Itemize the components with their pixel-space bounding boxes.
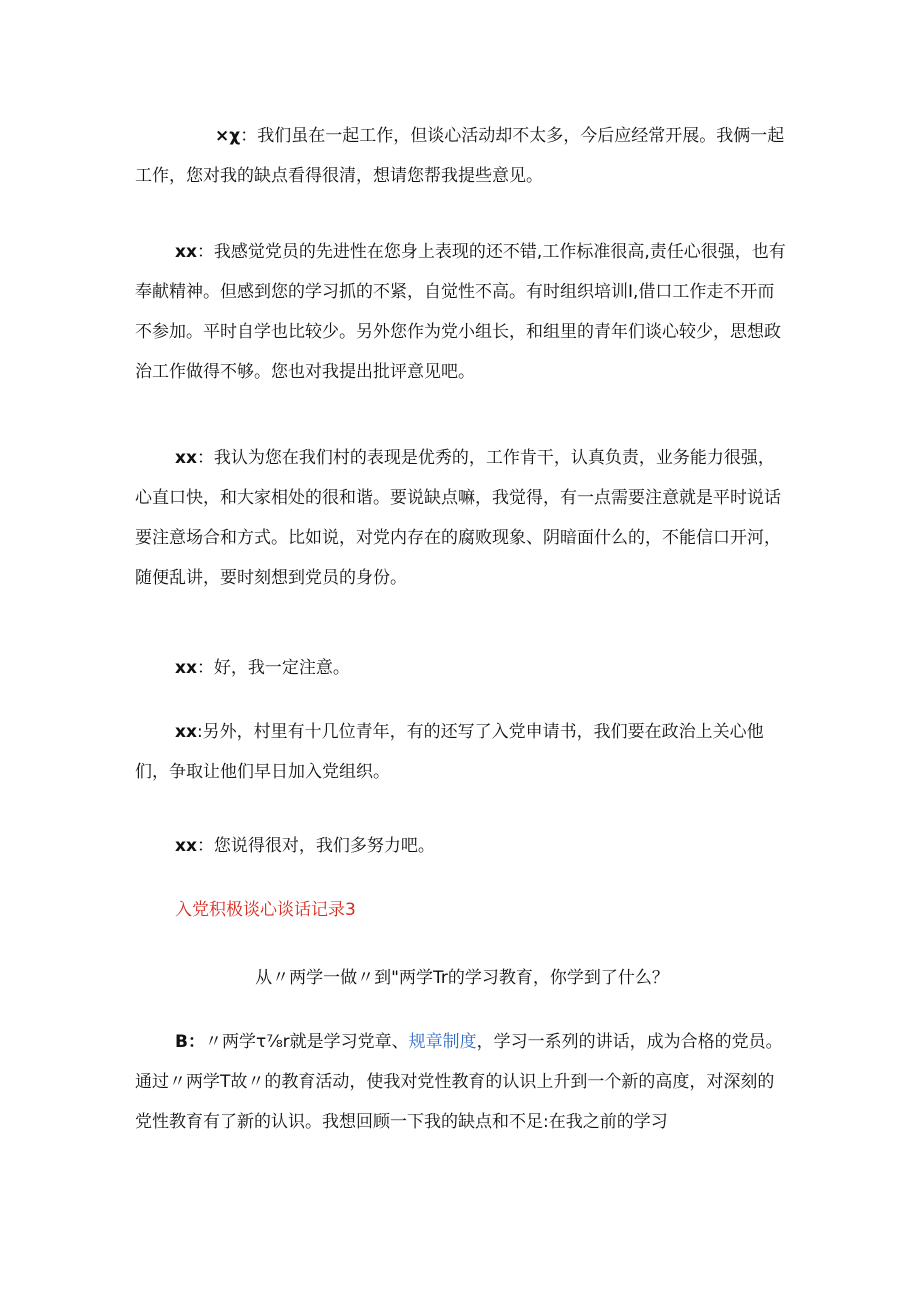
answer-text-before: 〃两学τ⅞r就是学习党章、 xyxy=(204,1032,409,1052)
dialogue-paragraph xyxy=(135,826,790,866)
speaker-label: B： xyxy=(175,1032,205,1052)
speaker-label: xx xyxy=(175,836,197,856)
answer-paragraph xyxy=(135,1022,790,1142)
question-line: 从〃两学一做〃到"两学Tr的学习教育，你学到了什么？ xyxy=(255,968,669,988)
dialogue-text: ：我们虽在一起工作，但谈心活动却不太多，今后应经常开展。我俩一起工作，您对我的缺点看得很清，想请您帮我提些意见。 xyxy=(135,126,785,186)
dialogue-paragraph xyxy=(135,438,790,598)
dialogue-paragraph xyxy=(135,712,790,792)
speaker-label: xx xyxy=(175,242,197,262)
dialogue-text: :另外，村里有十几位青年，有的还写了入党申请书，我们要在政治上关心他们，争取让他们早日加入党组织。 xyxy=(135,722,764,782)
speaker-label: xx xyxy=(175,448,197,468)
speaker-label: xx xyxy=(175,658,197,678)
dialogue-text: ：我感觉党员的先进性在您身上表现的还不错,工作标准很高,责任心很强，也有奉献精神。但感到您的学习抓的不紧，自觉性不高。有时组织培训I,借口工作走不开而不参加。平时自学也比较少。另外您作为党小组长，和组里的青年们谈心较少，思想政治工作做得不够。您也对我提出批评意见吧。 xyxy=(135,242,786,382)
section-heading: 入党积极谈心谈话记录3 xyxy=(175,900,356,920)
speaker-label: xx xyxy=(175,722,197,742)
dialogue-text: ：好，我一定注意。 xyxy=(196,658,350,678)
dialogue-text: ：您说得很对，我们多努力吧。 xyxy=(196,836,435,856)
dialogue-text: ：我认为您在我们村的表现是优秀的，工作肯干，认真负责，业务能力很强，心直口快，和大家相处的很和谐。要说缺点嘛，我觉得，有一点需要注意就是平时说话要注意场合和方式。比如说，对党内存在的腐败现象、阴暗面什么的，不能信口开河，随便乱讲，要时刻想到党员的身份。 xyxy=(135,448,781,588)
regulations-link[interactable]: 规章制度 xyxy=(408,1032,477,1052)
dialogue-paragraph xyxy=(135,232,790,392)
dialogue-paragraph xyxy=(135,648,790,688)
answer-text-after: ，学习一系列的讲话，成为合格的党员。通过〃两学T故〃的教育活动，使我对党性教育的认识上升到一个新的高度，对深刻的党性教育有了新的认识。我想回顾一下我的缺点和不足:在我之前的学习 xyxy=(135,1032,783,1132)
speaker-label: ×χ xyxy=(215,126,241,146)
dialogue-paragraph xyxy=(135,116,790,196)
